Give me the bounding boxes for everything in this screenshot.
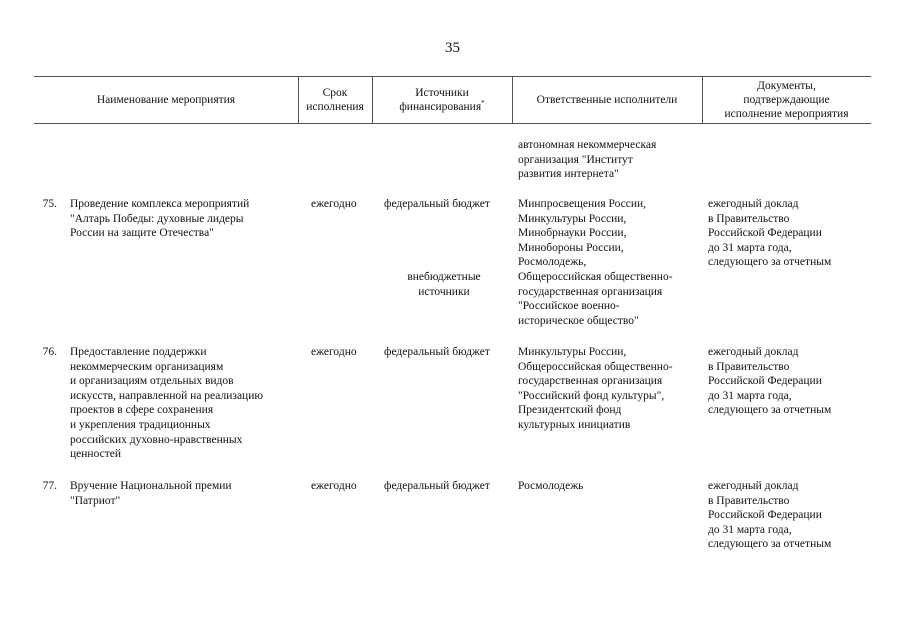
row-term: ежегодно	[311, 480, 357, 492]
row-term: ежегодно	[311, 198, 357, 210]
row-documents: ежегодный доклад в Правительство Российской Федерации до 31 марта года, следующего за отчетным	[708, 480, 832, 551]
table-header	[34, 76, 871, 124]
row-source: федеральный бюджет	[384, 480, 490, 492]
row-executors: Минпросвещения России, Минкультуры России, Минобрнауки России, Минобороны России, Росмолодежь, Общероссийская общественно- государственная организация "Российское военно- историческое общество"	[518, 198, 673, 327]
row-documents: ежегодный доклад в Правительство Российской Федерации до 31 марта года, следующего за отчетным	[708, 198, 832, 269]
header-documents: Документы, подтверждающие исполнение мероприятия	[724, 80, 849, 120]
row-documents: ежегодный доклад в Правительство Российской Федерации до 31 марта года, следующего за отчетным	[708, 346, 832, 417]
row-name: Предоставление поддержки некоммерческим организациям и организациям отдельных видов искусств, направленной на реализацию проектов в сфере сохранения и укрепления традиционных российских духовно-нравственных ценностей	[70, 346, 263, 461]
header-name: Наименование мероприятия	[96, 94, 236, 106]
row-term: ежегодно	[311, 346, 357, 358]
page-number: 35	[445, 40, 460, 56]
header-sources-label: Источники финансирования	[399, 87, 482, 113]
row-number: 76.	[42, 346, 57, 358]
header-sources	[372, 77, 512, 123]
row-executors: Минкультуры России, Общероссийская общественно- государственная организация "Российский фонд культуры", Президентский фонд культурных инициатив	[518, 346, 673, 431]
row-source-extra: внебюджетные источники	[407, 271, 481, 298]
row-source: федеральный бюджет	[384, 198, 490, 210]
row-source: федеральный бюджет	[384, 346, 490, 358]
header-term: Срок исполнения	[306, 87, 364, 113]
row-number: 77.	[42, 480, 57, 492]
row-name: Проведение комплекса мероприятий "Алтарь Победы: духовные лидеры России на защите Отечества"	[70, 198, 250, 240]
row-executors: Росмолодежь	[518, 480, 584, 492]
header-sources-note: *	[481, 99, 485, 108]
continuation-executors: автономная некоммерческая организация "Институт развития интернета"	[518, 139, 657, 181]
row-name: Вручение Национальной премии "Патриот"	[70, 480, 232, 507]
header-executors: Ответственные исполнители	[536, 94, 678, 106]
row-number: 75.	[42, 198, 57, 210]
